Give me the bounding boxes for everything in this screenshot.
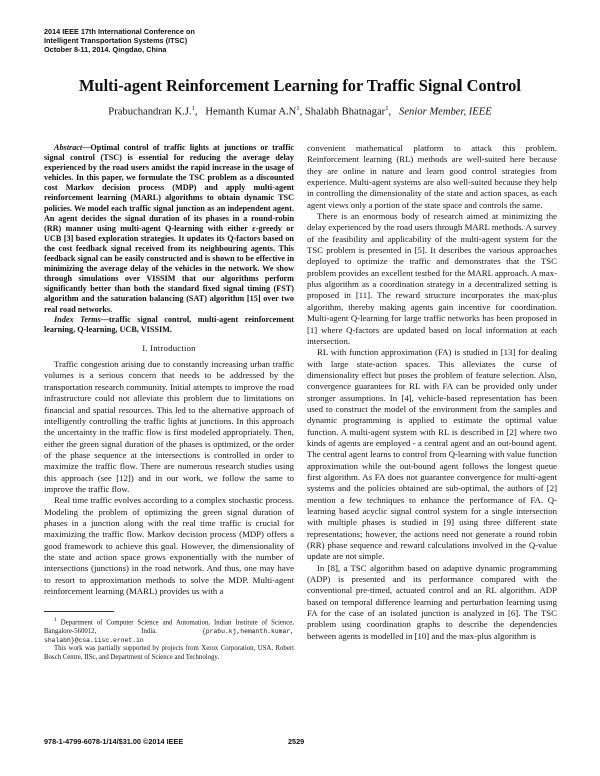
abstract bbox=[44, 143, 294, 315]
footnote-text: Department of Computer Science and Automation, Indian Institute of Science, Bangalore-560012, India. bbox=[44, 619, 294, 636]
conference-line-1: 2014 IEEE 17th International Conference on bbox=[44, 27, 195, 36]
right-paragraph-3: RL with function approximation (FA) is studied in [13] for dealing with large state-action spaces. This alleviates the curse of dimensionality effect but poses the problem of feature selection. Also, convergence guarantees for RL with FA can be provided only under stronger assumptions. In [4], vehicle-based representation has been used to construct the model of the environment from the samples and dynamic programming is applied to estimate the optimal value function. A multi-agent system with RL is described in [2] where two kinds of agents are employed - a central agent and an out-bound agent. The central agent learns to control from Q-learning with value function approximation while the out-bound agent follows the longest queue first algorithm. As FA does not guarantee convergence for multi-agent systems and the policies obtained are sub-optimal, the authors of [2] mention a few techniques to enhance the performance of FA. Q-learning based acyclic signal control system for a single intersection with multiple phases is studied in [9] using three different state representations; however, the actions need not generate a round robin (RR) phase sequence and reward calculations involved in the Q-value update are not simple. bbox=[307, 347, 557, 562]
abstract-label: Abstract bbox=[54, 143, 83, 152]
author-3-affil: 1 bbox=[385, 105, 389, 112]
abstract-text: —Optimal control of traffic lights at junctions or traffic signal control (TSC) is essential for reducing the average delay experienced by the road users amidst the rapid increase in the usage of vehicles. In this paper, we formulate the TSC problem as a discounted cost Markov decision process (MDP) and apply multi-agent reinforcement learning (MARL) algorithms to obtain dynamic TSC policies. We model each traffic signal junction as an independent agent. An agent decides the signal duration of its phases in a round-robin (RR) manner using multi-agent Q-learning with either ε-greedy or UCB [3] based exploration strategies. It updates its Q-factors based on the cost feedback signal received from its neighbouring agents. This feedback signal can be easily constructed and is shown to be effective in minimizing the average delay of the vehicles in the network. We show through simulations over VISSIM that our algorithms perform significantly better than both the standard fixed signal timing (FST) algorithm and the saturation balancing (SAT) algorithm [15] over two real road networks. bbox=[44, 143, 294, 314]
author-2-affil: 1 bbox=[296, 105, 300, 112]
footnote-affiliation bbox=[44, 616, 294, 645]
author-1-affil: 1 bbox=[191, 105, 195, 112]
conference-line-2: Intelligent Transportation Systems (ITSC) bbox=[44, 36, 188, 46]
right-column bbox=[307, 143, 557, 642]
section-heading: I. Introduction bbox=[142, 342, 196, 353]
right-paragraph-4: In [8], a TSC algorithm based on adaptive dynamic programming (ADP) is presented and its performance compared with the conventional pre-timed, actuated control and an RL algorithm. ADP based on temporal difference learning and perturbation learning using FA for the case of an isolated junction is analyzed in [6]. The TSC problem using coordination graphs to describe the dependencies between agents is modelled in [10] and the max-plus algorithm is bbox=[307, 562, 557, 641]
footnote-rule bbox=[44, 611, 114, 612]
index-terms-text: —traffic signal control, multi-agent reinforcement learning, Q-learning, UCB, VISSIM. bbox=[44, 314, 295, 334]
footnote-emails: {prabu.kj,hemanth.kumar, shalabh}@csa.iisc.ernet.in bbox=[44, 628, 294, 644]
conference-header bbox=[44, 27, 195, 55]
author-2: Hemanth Kumar A.N bbox=[205, 106, 297, 118]
left-column bbox=[44, 143, 294, 663]
page-number: 2529 bbox=[288, 737, 305, 746]
author-3: Shalabh Bhatnagar bbox=[304, 106, 386, 118]
index-terms-label: Index Terms bbox=[54, 314, 101, 324]
author-1: Prabuchandran K.J. bbox=[108, 106, 192, 118]
author-3-role: Senior Member, IEEE bbox=[399, 106, 492, 118]
footnote-funding: This work was partially supported by projects from Xerox Corporation, USA, Robert Bosch Centre, IISc, and Department of Science and Technology. bbox=[44, 645, 294, 661]
footer-isbn: 978-1-4799-6078-1/14/$31.00 ©2014 IEEE bbox=[44, 737, 184, 746]
author-list: Prabuchandran K.J.$^1$, Hemanth Kumar $A.N^1$, Shalabh Bhatnagar$^1$, Senior Member, IEEE bbox=[108, 105, 492, 118]
intro-paragraph-2: Real time traffic evolves according to a complex stochastic process. Modeling the problem of optimizing the green signal duration of phases in a junction along with the real time traffic is crucial for maximizing the traffic flow. Markov decision process (MDP) offers a good framework to achieve this goal. However, the dimensionality of the state and action space grows exponentially with the number of intersections (junctions) in the road network. And thus, one may have to resort to approximation methods to solve the MDP. Multi-agent reinforcement learning (MARL) provides us with a bbox=[44, 495, 294, 596]
footnote-marker: 1 bbox=[54, 617, 57, 624]
conference-line-3: October 8-11, 2014. Qingdao, China bbox=[44, 45, 167, 55]
right-paragraph-1: convenient mathematical platform to attack this problem. Reinforcement learning (RL) methods are well-suited here because they are online in nature and learn good control strategies from experience. Multi-agent systems are also well-suited because they help in controlling the dimensionality of the state and action spaces, as each agent views only a portion of the state space and controls the same. bbox=[307, 143, 557, 210]
paper-title: Multi-agent Reinforcement Learning for Traffic Signal Control bbox=[79, 76, 521, 95]
right-paragraph-2: There is an enormous body of research aimed at minimizing the delay experienced by the road users through MARL methods. A survey of the feasibility and applicability of the multi-agent system for the TSC problem is presented in [5]. It describes the various approaches deployed to optimize the traffic and demonstrates that the TSC problem provides an excellent testbed for the MARL approach. A max-plus algorithm as a coordination strategy in a decentralized setting is proposed in [11]. The reward structure incorporates the max-plus algorithm, thereby making agents gain incentive for coordination. Multi-agent Q-learning for large traffic networks has been proposed in [1] where Q-factors are updated based on local information at each intersection. bbox=[307, 211, 557, 346]
index-terms bbox=[44, 315, 294, 335]
intro-paragraph-1: Traffic congestion arising due to constantly increasing urban traffic volumes is a serious concern that needs to be addressed by the transportation research community. Initial attempts to improve the road infrastructure could not alleviate this problem due to limitations on financial and spatial resources. This led to the alternative approach of intelligently controlling the traffic lights at junctions. In this approach the uncertainty in the traffic flow is first modeled appropriately. Then, either the green signal duration of the phases is optimized, or the order of the phase sequence at the intersections is controlled in order to maximize the traffic flow. There are numerous research studies using this approach (see [12]) and in our work, we follow the same to improve the traffic flow. bbox=[44, 359, 294, 494]
